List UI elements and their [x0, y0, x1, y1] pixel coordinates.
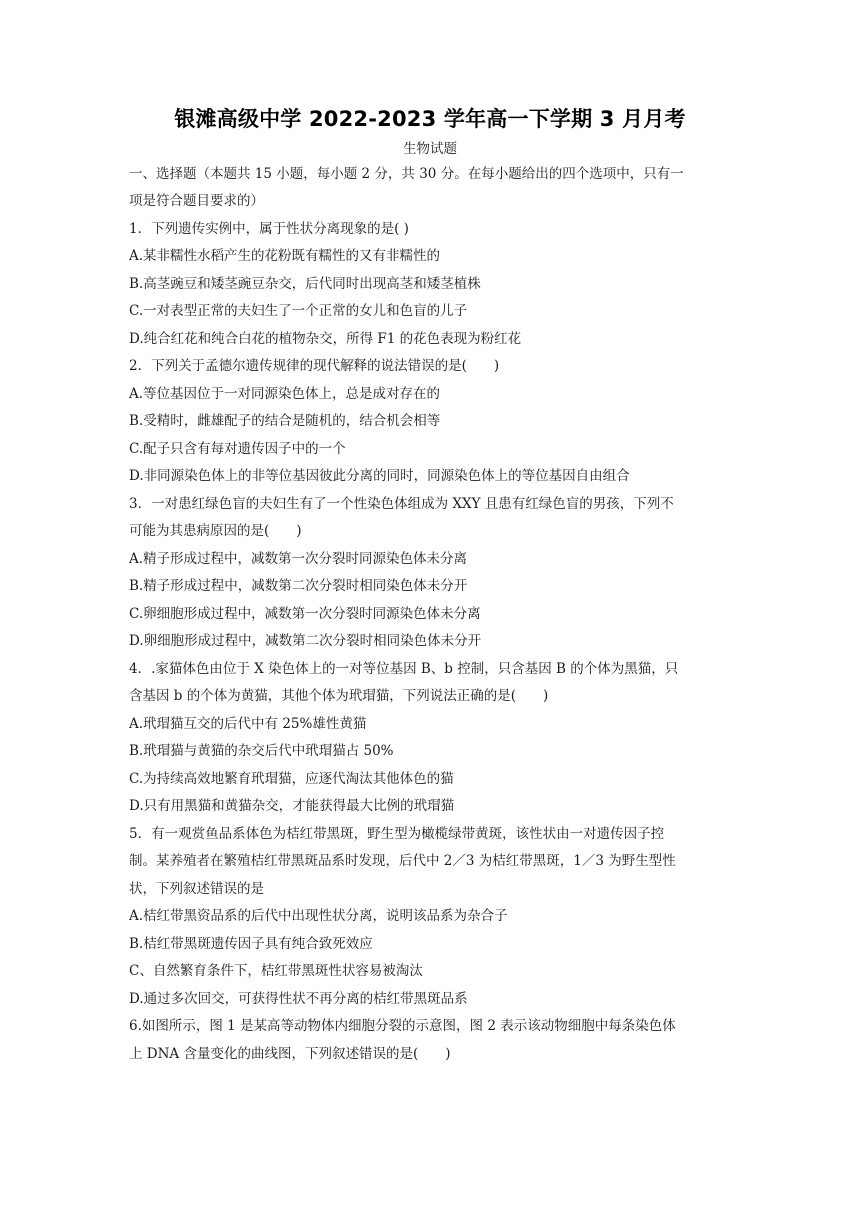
text-line: 2．下列关于孟德尔遗传规律的现代解释的说法错误的是( ) [129, 358, 500, 374]
text-line: 项是符合题目要求的） [129, 193, 264, 209]
text-line: B.桔红带黑斑遗传因子具有纯合致死效应 [129, 936, 373, 952]
text-line: C.为持续高效地繁育玳瑁猫，应逐代淘汰其他体色的猫 [129, 771, 454, 787]
text-line: A.某非糯性水稻产生的花粉既有糯性的又有非糯性的 [129, 248, 441, 264]
text-line: 1．下列遗传实例中，属于性状分离现象的是( ) [129, 221, 409, 237]
text-line: 6.如图所示，图 1 是某高等动物体内细胞分裂的示意图，图 2 表示该动物细胞中每条染色体 [129, 1018, 676, 1034]
text-line: 5．有一观赏鱼品系体色为桔红带黑斑，野生型为橄榄绿带黄斑，该性状由一对遗传因子控 [129, 826, 665, 842]
text-line: C.一对表型正常的夫妇生了一个正常的女儿和色盲的儿子 [129, 303, 468, 319]
text-line: D.只有用黑猫和黄猫杂交，才能获得最大比例的玳瑁猫 [129, 798, 455, 814]
document-subtitle: 生物试题 [403, 141, 457, 157]
text-line: B.玳瑁猫与黄猫的杂交后代中玳瑁猫占 50% [129, 743, 394, 759]
text-line: 可能为其患病原因的是( ) [129, 523, 302, 539]
text-line: 3．一对患红绿色盲的夫妇生有了一个性染色体组成为 XXY 且患有红绿色盲的男孩，下列不 [129, 496, 674, 512]
text-line: A.精子形成过程中，减数第一次分裂时同源染色体未分离 [129, 551, 468, 567]
text-line: A.等位基因位于一对同源染色体上，总是成对存在的 [129, 386, 441, 402]
text-line: D.纯合红花和纯合白花的植物杂交，所得 F1 的花色表现为粉红花 [129, 331, 522, 347]
document-title: 银滩高级中学 2022-2023 学年高一下学期 3 月月考 [174, 107, 686, 131]
text-line: 一、选择题（本题共 15 小题，每小题 2 分，共 30 分。在每小题给出的四个选项中，只有一 [129, 166, 684, 182]
text-line: A.玳瑁猫互交的后代中有 25%雄性黄猫 [129, 716, 367, 732]
text-line: C.配子只含有每对遗传因子中的一个 [129, 441, 346, 457]
text-line: C.卵细胞形成过程中，减数第一次分裂时同源染色体未分离 [129, 606, 481, 622]
text-line: B.受精时，雌雄配子的结合是随机的，结合机会相等 [129, 413, 441, 429]
text-line: B.高茎豌豆和矮茎豌豆杂交，后代同时出现高茎和矮茎植株 [129, 276, 481, 292]
text-line: B.精子形成过程中，减数第二次分裂时相同染色体未分开 [129, 578, 468, 594]
text-line: 状，下列叙述错误的是 [129, 881, 264, 897]
text-line: D.通过多次回交，可获得性状不再分离的桔红带黑斑品系 [129, 991, 468, 1007]
text-line: 制。某养殖者在繁殖桔红带黑斑品系时发现，后代中 2／3 为桔红带黑斑，1／3 为野生型性 [129, 853, 676, 869]
text-line: 4．.家猫体色由位于 X 染色体上的一对等位基因 B、b 控制，只含基因 B 的个体为黑猫，只 [129, 661, 679, 677]
text-line: 上 DNA 含量变化的曲线图，下列叙述错误的是( ) [129, 1046, 451, 1062]
text-line: D.卵细胞形成过程中，减数第二次分裂时相同染色体未分开 [129, 633, 482, 649]
text-line: 含基因 b 的个体为黄猫，其他个体为玳瑁猫，下列说法正确的是( ) [129, 688, 549, 704]
text-line: A.桔红带黑资品系的后代中出现性状分离，说明该品系为杂合子 [129, 908, 508, 924]
text-line: C、自然繁育条件下，桔红带黑斑性状容易被淘汰 [129, 963, 423, 979]
text-line: D.非同源染色体上的非等位基因彼此分离的同时，同源染色体上的等位基因自由组合 [129, 468, 630, 484]
